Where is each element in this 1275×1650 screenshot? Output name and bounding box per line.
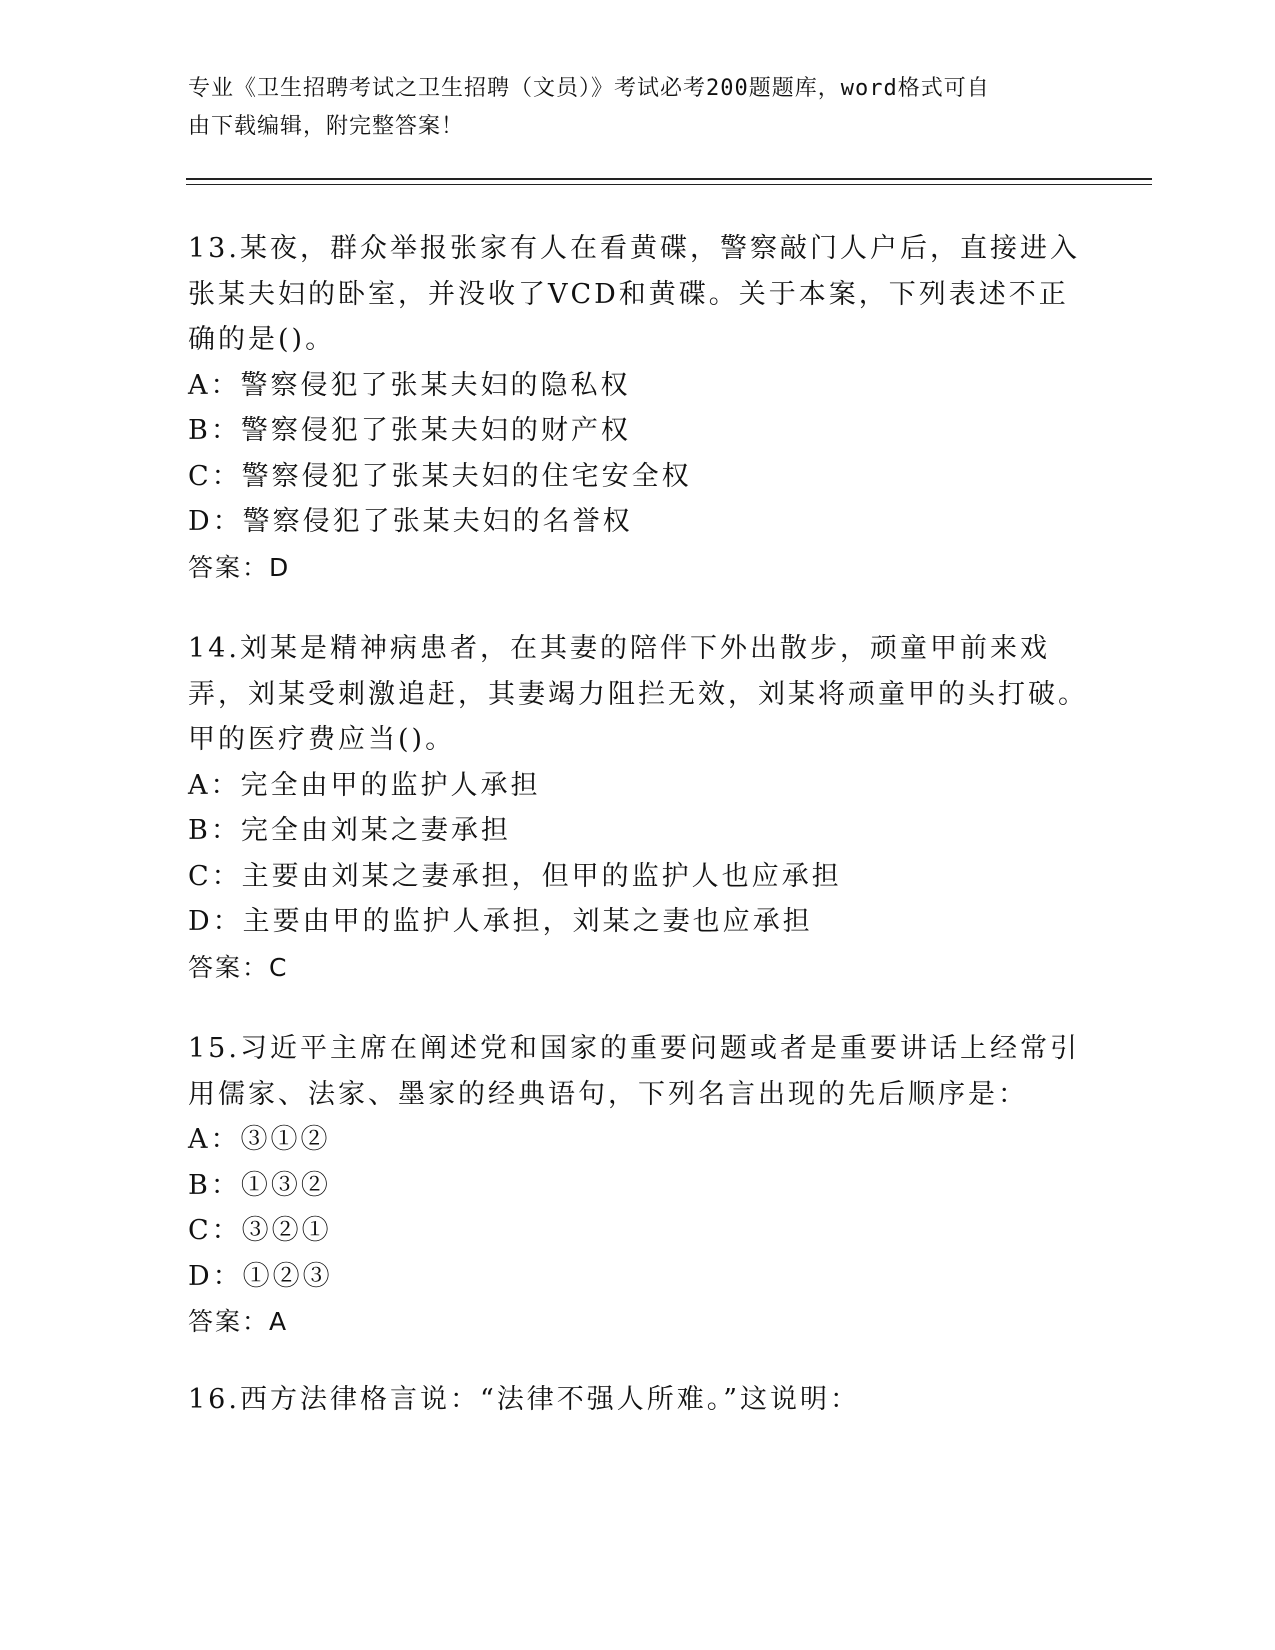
question-stem: 13.某夜，群众举报张家有人在看黄碟，警察敲门人户后，直接进入张某夫妇的卧室，并没收了VCD和黄碟。关于本案，下列表述不正确的是()。 bbox=[188, 233, 1080, 355]
question-16 bbox=[188, 1377, 1088, 1423]
option-a: A：完全由甲的监护人承担 bbox=[188, 769, 541, 801]
answer-label: 答案：D bbox=[188, 552, 291, 582]
option-b: B：①③② bbox=[188, 1169, 331, 1201]
document-header bbox=[188, 70, 1088, 146]
question-15 bbox=[188, 1026, 1088, 1345]
option-c: C：警察侵犯了张某夫妇的住宅安全权 bbox=[188, 460, 692, 492]
question-14 bbox=[188, 626, 1088, 991]
option-d: D：警察侵犯了张某夫妇的名誉权 bbox=[188, 506, 633, 537]
header-divider-thin bbox=[186, 184, 1152, 185]
option-d: D：①②③ bbox=[188, 1260, 333, 1292]
option-b: B：警察侵犯了张某夫妇的财产权 bbox=[188, 415, 631, 446]
option-a: A：警察侵犯了张某夫妇的隐私权 bbox=[188, 369, 631, 401]
option-b: B：完全由刘某之妻承担 bbox=[188, 815, 511, 846]
question-stem: 14.刘某是精神病患者，在其妻的陪伴下外出散步，顽童甲前来戏弄，刘某受刺激追赶，其妻竭力阻拦无效，刘某将顽童甲的头打破。甲的医疗费应当()。 bbox=[188, 633, 1088, 755]
option-a: A：③①② bbox=[188, 1124, 331, 1155]
option-c: C：③②① bbox=[188, 1215, 332, 1246]
answer-label: 答案：C bbox=[188, 952, 289, 982]
answer-label: 答案：A bbox=[188, 1307, 289, 1336]
option-c: C：主要由刘某之妻承担，但甲的监护人也应承担 bbox=[188, 860, 842, 892]
option-d: D：主要由甲的监护人承担，刘某之妻也应承担 bbox=[188, 906, 813, 937]
question-stem: 15.习近平主席在阐述党和国家的重要问题或者是重要讲话上经常引用儒家、法家、墨家的经典语句，下列名言出现的先后顺序是： bbox=[188, 1033, 1080, 1110]
header-line-2: 由下载编辑，附完整答案！ bbox=[188, 114, 465, 139]
header-divider-thick bbox=[186, 178, 1152, 180]
header-line-1: 专业《卫生招聘考试之卫生招聘（文员）》考试必考200题题库，word格式可自 bbox=[188, 76, 990, 101]
question-13 bbox=[188, 226, 1088, 591]
question-stem: 16.西方法律格言说：“法律不强人所难。”这说明： bbox=[188, 1384, 861, 1415]
